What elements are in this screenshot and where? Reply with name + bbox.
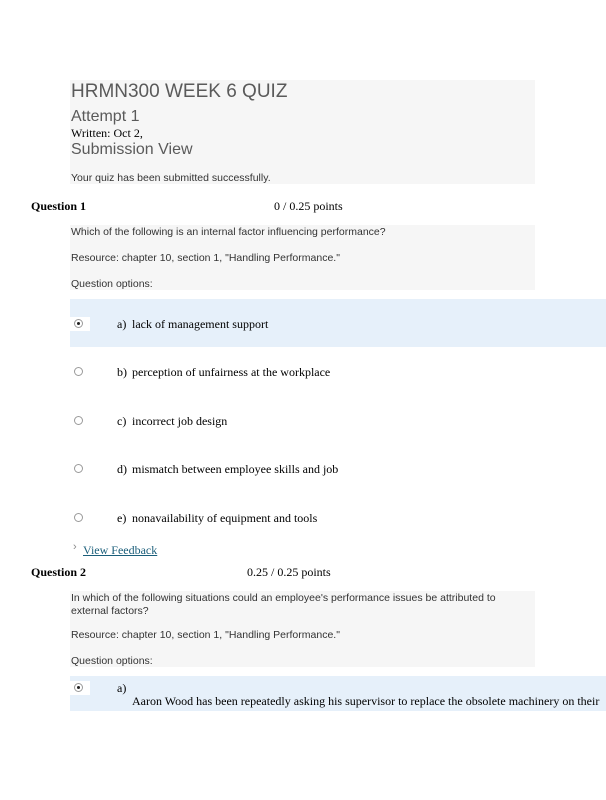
question-1-options-label: Question options: bbox=[71, 278, 153, 290]
option-e-text: nonavailability of equipment and tools bbox=[132, 511, 318, 525]
question-2-score: 0.25 / 0.25 points bbox=[247, 565, 331, 579]
question-1-label: Question 1 bbox=[31, 199, 87, 213]
option-row-e[interactable] bbox=[70, 493, 606, 541]
option-c-radio[interactable] bbox=[74, 416, 83, 425]
option-row-d[interactable] bbox=[70, 444, 606, 492]
q2-option-row-a[interactable] bbox=[70, 676, 606, 711]
option-e-radio[interactable] bbox=[74, 513, 83, 522]
option-b-letter: b) bbox=[117, 365, 127, 379]
question-1-text: Which of the following is an internal factor influencing performance? bbox=[71, 226, 386, 238]
q2-option-a-letter: a) bbox=[117, 681, 127, 695]
option-c-letter: c) bbox=[117, 414, 127, 428]
option-a-radio[interactable] bbox=[74, 319, 83, 328]
page-title: HRMN300 WEEK 6 QUIZ bbox=[71, 81, 288, 102]
option-row-a[interactable] bbox=[70, 299, 606, 347]
written-date: Written: Oct 2, bbox=[71, 126, 143, 140]
q2-option-a-text: Aaron Wood has been repeatedly asking his supervisor to replace the obsolete machinery on their bbox=[132, 694, 600, 708]
view-feedback-link[interactable]: View Feedback bbox=[83, 543, 158, 557]
option-c-text: incorrect job design bbox=[132, 414, 228, 428]
question-2-options-label: Question options: bbox=[71, 655, 153, 667]
option-e-letter: e) bbox=[117, 511, 127, 525]
option-d-radio[interactable] bbox=[74, 464, 83, 473]
option-row-c[interactable] bbox=[70, 396, 606, 444]
option-row-b[interactable] bbox=[70, 347, 606, 395]
question-2-text: In which of the following situations could an employee's performance issues be attributed to external factors? bbox=[71, 592, 496, 617]
submission-view-heading: Submission View bbox=[71, 141, 193, 158]
option-d-letter: d) bbox=[117, 462, 127, 476]
attempt-label: Attempt 1 bbox=[71, 108, 140, 125]
option-d-text: mismatch between employee skills and job bbox=[132, 462, 339, 476]
option-b-radio[interactable] bbox=[74, 367, 83, 376]
option-a-letter: a) bbox=[117, 317, 127, 331]
question-2-resource: Resource: chapter 10, section 1, "Handling Performance." bbox=[71, 629, 340, 641]
question-1-score: 0 / 0.25 points bbox=[274, 199, 343, 213]
option-b-text: perception of unfairness at the workplace bbox=[132, 365, 331, 379]
submission-message: Your quiz has been submitted successfully. bbox=[71, 172, 271, 184]
question-1-resource: Resource: chapter 10, section 1, "Handling Performance." bbox=[71, 252, 340, 264]
option-a-text: lack of management support bbox=[132, 317, 269, 331]
q2-option-a-radio[interactable] bbox=[74, 683, 83, 692]
question-2-label: Question 2 bbox=[31, 565, 87, 579]
chevron-right-icon[interactable]: › bbox=[73, 541, 77, 553]
